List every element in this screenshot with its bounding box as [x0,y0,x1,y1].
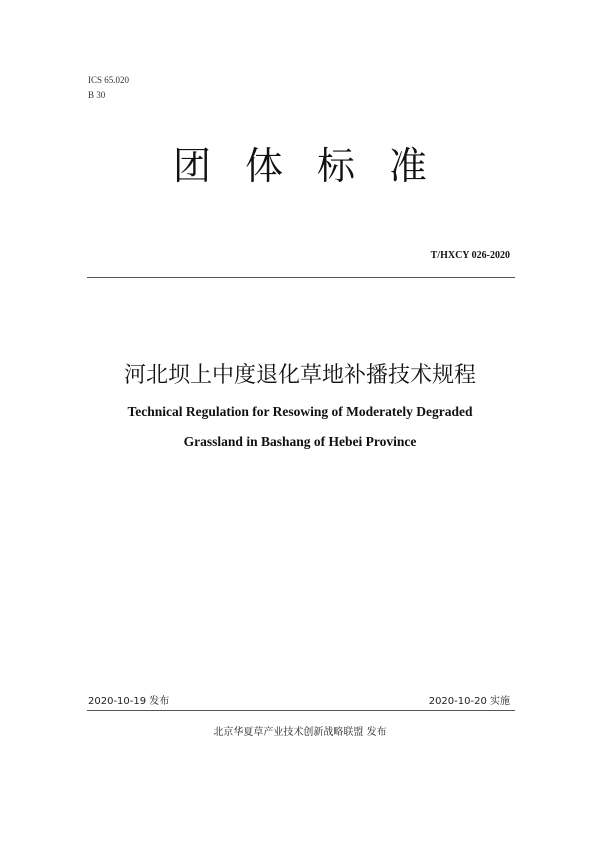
document-title-english [0,397,600,457]
document-title-chinese: 河北坝上中度退化草地补播技术规程 [123,363,476,388]
title-english-line-2: Grassland in Bashang of Hebei Province [183,434,417,449]
implementation-date: 2020-10-20 实施 [428,696,510,707]
title-english-line-1: Technical Regulation for Resowing of Moderately Degraded [127,404,473,419]
ics-code: ICS 65.020 [88,75,130,85]
bottom-divider [87,710,515,711]
top-divider [87,277,515,278]
issue-date: 2020-10-19 发布 [88,696,170,707]
ccs-code: B 30 [88,90,106,100]
publisher: 北京华夏草产业技术创新战略联盟 发布 [213,727,387,738]
standard-type-heading: 团体标准 [172,144,461,188]
standard-number: T/HXCY 026-2020 [430,250,510,261]
